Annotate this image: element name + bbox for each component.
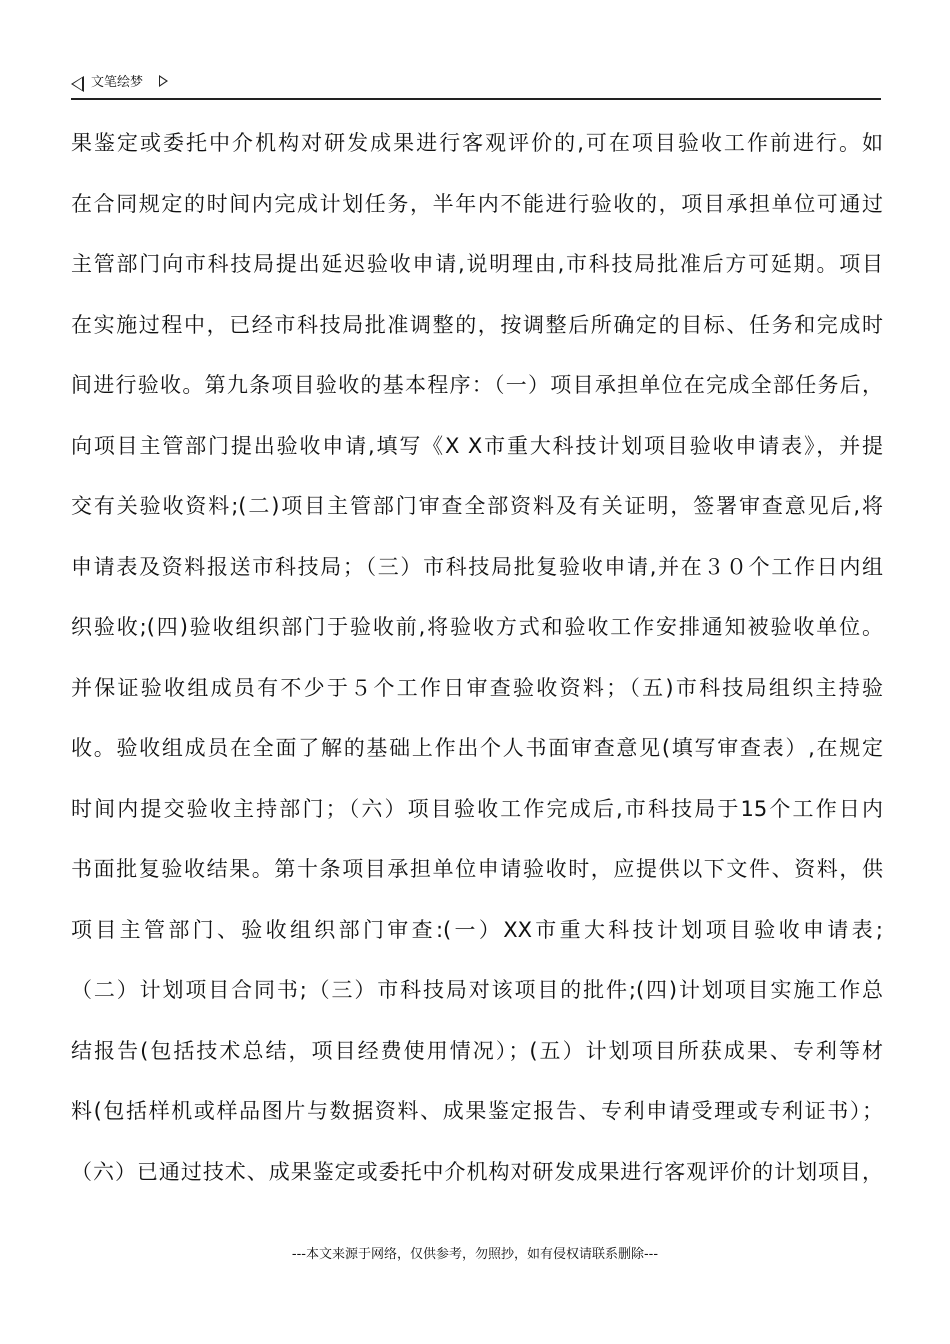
body-line: 结报告(包括技术总结，项目经费使用情况）；(五）计划项目所获成果、专利等材 — [71, 1038, 883, 1063]
page-footer-disclaimer: ---本文来源于网络，仅供参考，勿照抄，如有侵权请联系删除--- — [291, 1247, 659, 1262]
body-line: 时间内提交验收主持部门；（六）项目验收工作完成后,市科技局于15个工作日内 — [71, 796, 883, 821]
body-line: 交有关验收资料;(二)项目主管部门审查全部资料及有关证明，签署审查意见后,将 — [71, 494, 883, 518]
header-title: 文笔绘梦 — [91, 75, 144, 90]
body-line: （二）计划项目合同书;（三）市科技局对该项目的批件;(四)计划项目实施工作总 — [71, 978, 883, 1002]
body-line: 织验收;(四)验收组织部门于验收前,将验收方式和验收工作安排通知被验收单位。 — [71, 615, 883, 639]
body-line: 主管部门向市科技局提出延迟验收申请,说明理由,市科技局批准后方可延期。项目 — [71, 252, 883, 276]
page-header — [71, 72, 881, 100]
body-line: 在实施过程中，已经市科技局批准调整的，按调整后所确定的目标、任务和完成时 — [71, 312, 883, 337]
body-line: 项目主管部门、验收组织部门审查:(一）XX市重大科技计划项目验收申请表; — [71, 917, 883, 942]
body-line: 果鉴定或委托中介机构对研发成果进行客观评价的,可在项目验收工作前进行。如 — [71, 131, 883, 155]
body-line: 间进行验收。第九条项目验收的基本程序：（一）项目承担单位在完成全部任务后， — [71, 373, 883, 397]
document-body — [71, 113, 883, 1202]
body-line: 收。验收组成员在全面了解的基础上作出个人书面审查意见(填写审查表）,在规定 — [71, 736, 883, 760]
left-triangle-icon — [71, 76, 84, 92]
right-triangle-icon — [159, 75, 168, 87]
body-line: 向项目主管部门提出验收申请,填写《X X市重大科技计划项目验收申请表》，并提 — [71, 433, 883, 458]
body-line: 申请表及资料报送市科技局；（三）市科技局批复验收申请,并在３０个工作日内组 — [71, 554, 883, 579]
body-line: 料(包括样机或样品图片与数据资料、成果鉴定报告、专利申请受理或专利证书）； — [71, 1099, 883, 1123]
body-line: （六）已通过技术、成果鉴定或委托中介机构对研发成果进行客观评价的计划项目， — [71, 1159, 883, 1184]
body-line: 在合同规定的时间内完成计划任务，半年内不能进行验收的，项目承担单位可通过 — [71, 191, 883, 216]
body-line: 书面批复验收结果。第十条项目承担单位申请验收时，应提供以下文件、资料，供 — [71, 857, 883, 881]
body-line: 并保证验收组成员有不少于５个工作日审查验收资料；（五)市科技局组织主持验 — [71, 675, 883, 700]
